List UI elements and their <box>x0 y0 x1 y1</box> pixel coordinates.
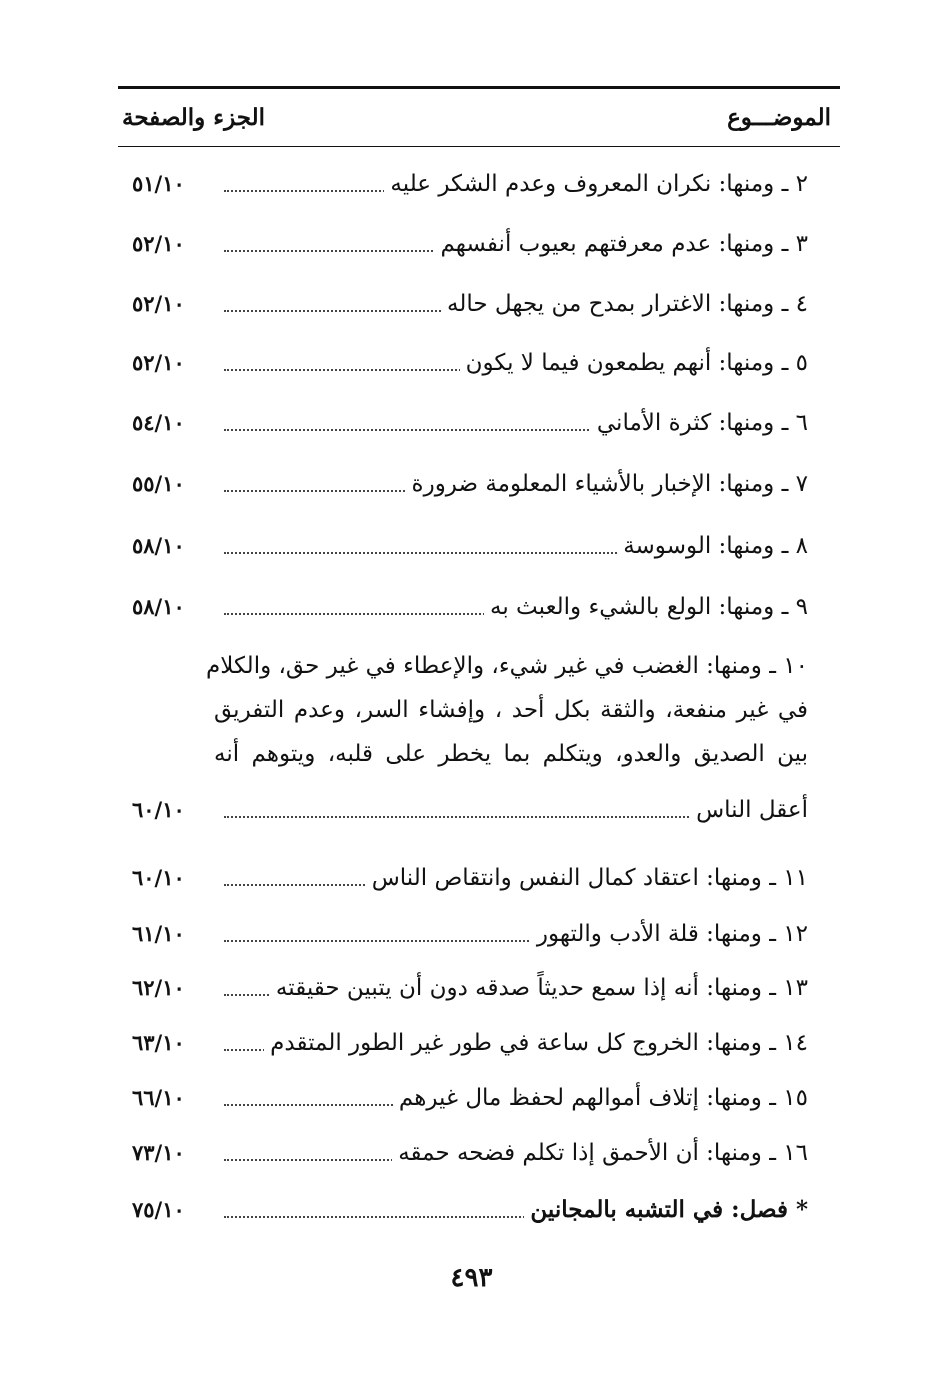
entry-title: ٦ ـ ومنها: كثرة الأماني <box>591 401 808 445</box>
toc-entry <box>118 966 808 1010</box>
column-header-topic: الموضـــوع <box>727 104 831 131</box>
entry-line: في غير منفعة، والثقة بكل أحد ، وإفشاء السر، وعدم التفريق <box>214 697 808 723</box>
entry-page: ٧٥/١٠ <box>132 1197 185 1222</box>
entry-title: ١٤ ـ ومنها: الخروج كل ساعة في طور غير الطور المتقدم <box>264 1021 808 1065</box>
entry-title: ١٦ ـ ومنها: أن الأحمق إذا تكلم فضحه حمقه <box>392 1131 808 1175</box>
entry-page: ٥٨/١٠ <box>132 594 185 619</box>
entry-title: * فصل: في التشبه بالمجانين <box>524 1188 808 1232</box>
page-number: ٤٩٣ <box>450 1263 493 1293</box>
toc-entry <box>118 856 808 900</box>
entry-title: أعقل الناس <box>690 788 808 832</box>
toc-entry <box>118 585 808 629</box>
entry-page: ٥٢/١٠ <box>132 231 185 256</box>
toc-entry <box>118 282 808 326</box>
header-rule <box>118 146 840 147</box>
entry-title: ١٢ ـ ومنها: قلة الأدب والتهور <box>531 912 808 956</box>
toc-entry <box>118 912 808 956</box>
entry-title: ١٥ ـ ومنها: إتلاف أموالهم لحفظ مال غيرهم <box>393 1076 808 1120</box>
entry-page: ٧٣/١٠ <box>132 1140 185 1165</box>
entry-page: ٦٢/١٠ <box>132 975 185 1000</box>
entry-page: ٥٢/١٠ <box>132 350 185 375</box>
entry-title: ٩ ـ ومنها: الولع بالشيء والعبث به <box>484 585 808 629</box>
entry-title: ٢ ـ ومنها: نكران المعروف وعدم الشكر عليه <box>384 162 808 206</box>
toc-entry-multiline <box>206 644 808 776</box>
entry-title: ١١ ـ ومنها: اعتقاد كمال النفس وانتقاص الناس <box>366 856 808 900</box>
entry-page: ٥٢/١٠ <box>132 291 185 316</box>
toc-entry <box>118 222 808 266</box>
toc-entry <box>118 1021 808 1065</box>
toc-section-entry <box>118 1188 808 1232</box>
entry-page: ٦٣/١٠ <box>132 1030 185 1055</box>
toc-entry <box>118 524 808 568</box>
entry-page: ٦٠/١٠ <box>132 865 185 890</box>
toc-entry <box>118 1131 808 1175</box>
toc-entry <box>118 401 808 445</box>
toc-entry-continuation <box>118 788 808 832</box>
entry-title: ٣ ـ ومنها: عدم معرفتهم بعيوب أنفسهم <box>434 222 808 266</box>
column-header-part-page: الجزء والصفحة <box>122 104 266 131</box>
entry-title: ١٣ ـ ومنها: أنه إذا سمع حديثاً صدقه دون أن يتبين حقيقته <box>270 966 808 1010</box>
entry-title: ٨ ـ ومنها: الوسوسة <box>617 524 808 568</box>
top-rule <box>118 86 840 89</box>
entry-page: ٦١/١٠ <box>132 921 185 946</box>
entry-page: ٥٤/١٠ <box>132 410 185 435</box>
entry-page: ٥٨/١٠ <box>132 533 185 558</box>
entry-page: ٥١/١٠ <box>132 171 185 196</box>
toc-entry <box>118 462 808 506</box>
entry-page: ٥٥/١٠ <box>132 471 185 496</box>
entry-line: بين الصديق والعدو، ويتكلم بما يخطر على قلبه، ويتوهم أنه <box>214 741 808 767</box>
entry-page: ٦٦/١٠ <box>132 1085 185 1110</box>
entry-line: ١٠ ـ ومنها: الغضب في غير شيء، والإعطاء في غير حق، والكلام <box>206 653 808 679</box>
toc-entry <box>118 162 808 206</box>
toc-entry <box>118 1076 808 1120</box>
entry-page: ٦٠/١٠ <box>132 797 185 822</box>
entry-title: ٥ ـ ومنها: أنهم يطمعون فيما لا يكون <box>460 341 808 385</box>
toc-entry <box>118 341 808 385</box>
entry-title: ٤ ـ ومنها: الاغترار بمدح من يجهل حاله <box>441 282 808 326</box>
entry-title: ٧ ـ ومنها: الإخبار بالأشياء المعلومة ضرورة <box>406 462 808 506</box>
